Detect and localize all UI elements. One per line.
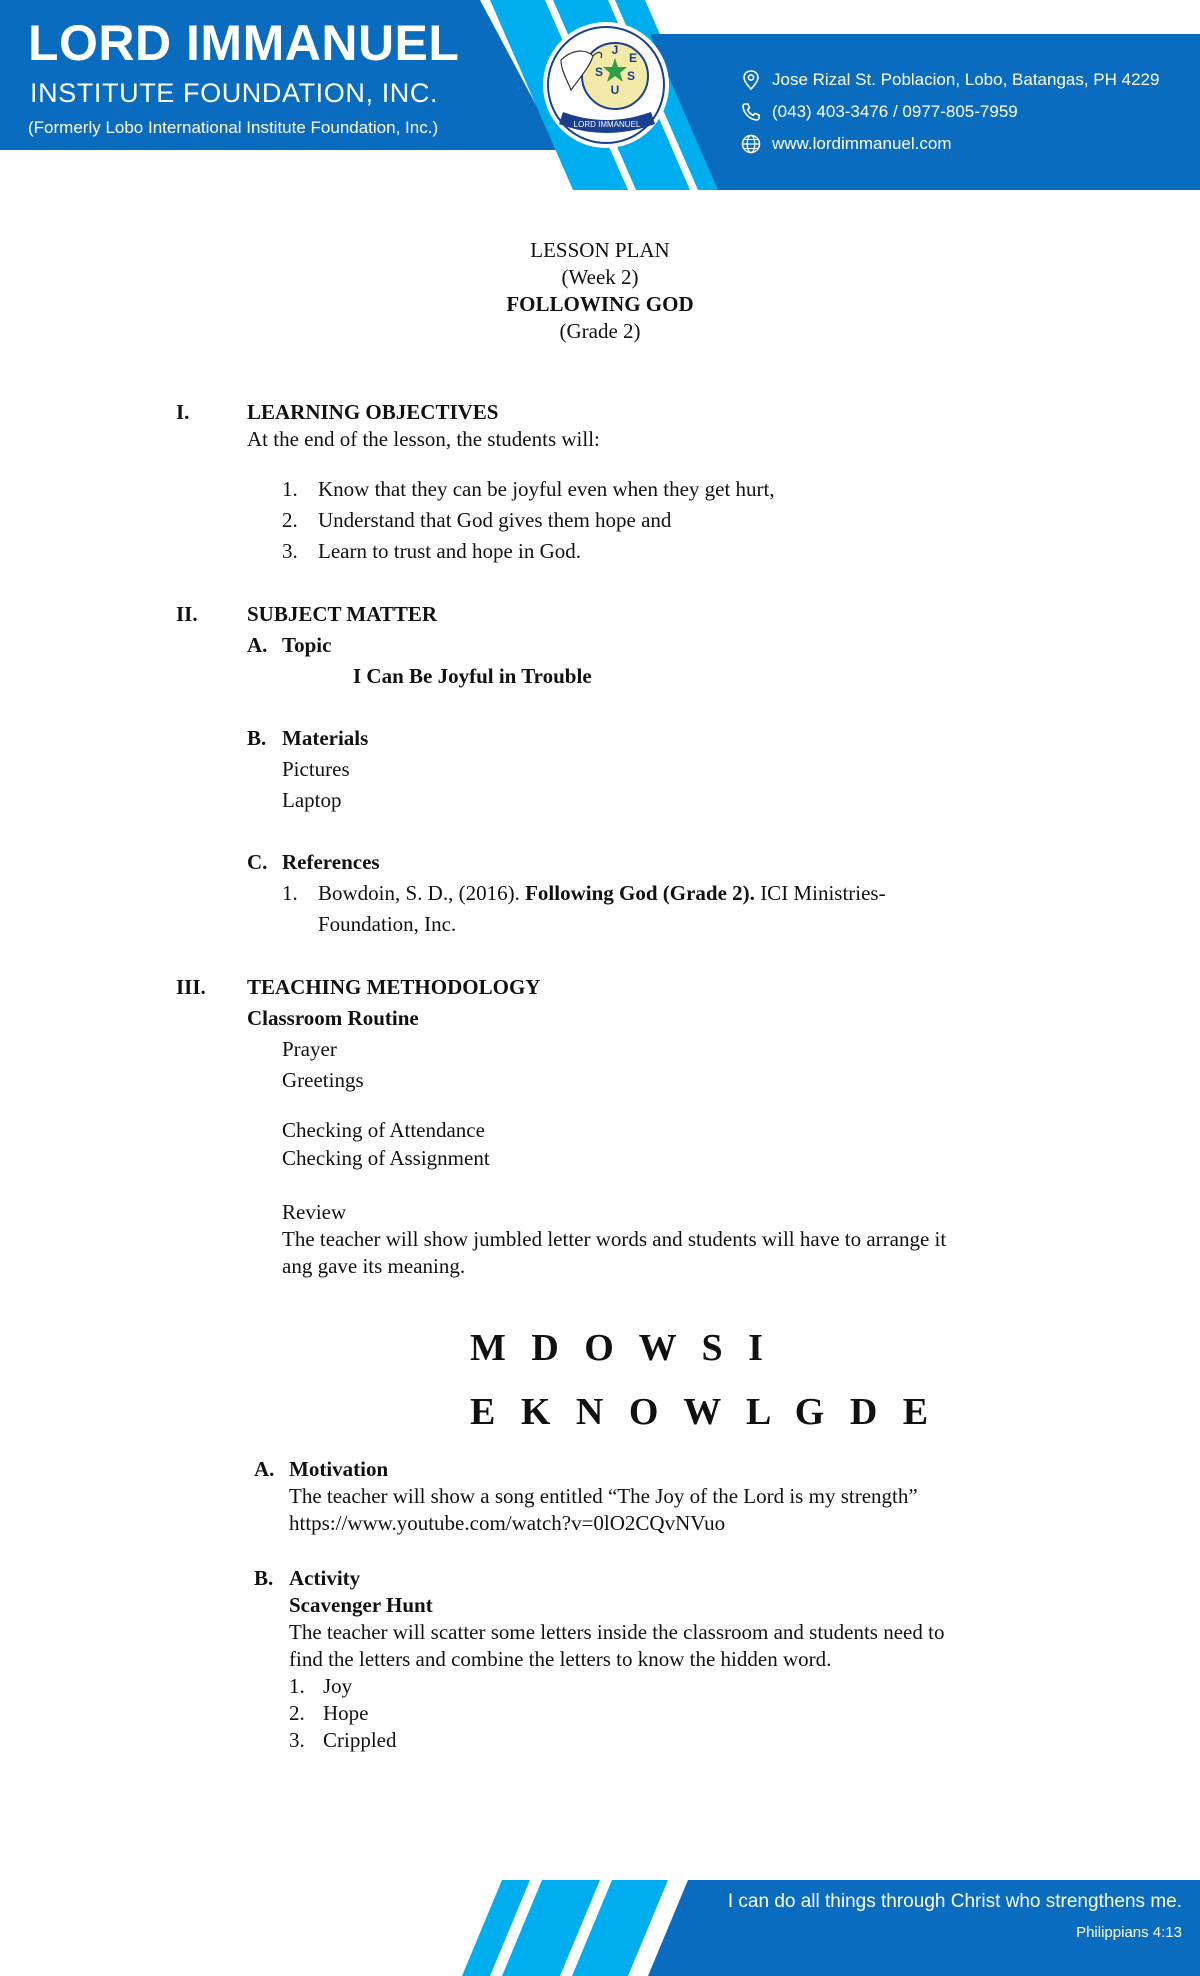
- materials-label: B.: [247, 726, 267, 750]
- logo-letter-u: U: [610, 83, 620, 97]
- org-subtitle: INSTITUTE FOUNDATION, INC.: [30, 78, 439, 108]
- material-item: Laptop: [282, 788, 342, 812]
- reference-publisher: ICI Ministries-: [754, 881, 886, 905]
- logo-letter-s1: S: [594, 65, 604, 79]
- materials-heading: Materials: [282, 726, 369, 750]
- section-2-heading: SUBJECT MATTER: [247, 602, 438, 626]
- phone-text: (043) 403-3476 / 0977-805-7959: [772, 102, 1018, 121]
- review-text-line-2: ang gave its meaning.: [282, 1254, 466, 1278]
- routine-item: Prayer: [282, 1037, 337, 1061]
- objective-number: 1.: [282, 477, 298, 501]
- logo-letter-s2: S: [626, 69, 636, 83]
- objective-number: 2.: [282, 508, 298, 532]
- section-2-numeral: II.: [176, 602, 198, 626]
- jumbled-word: M D O W S I: [470, 1327, 771, 1369]
- routine-item: Checking of Attendance: [282, 1118, 485, 1142]
- routine-item: Greetings: [282, 1068, 364, 1092]
- reference-authors: Bowdoin, S. D., (2016).: [318, 881, 526, 905]
- address-text: Jose Rizal St. Poblacion, Lobo, Batangas, PH 4229: [772, 70, 1160, 89]
- hidden-word-number: 3.: [289, 1728, 305, 1752]
- hidden-word-number: 1.: [289, 1674, 305, 1698]
- hidden-word: Crippled: [323, 1728, 397, 1752]
- title-lesson-plan: LESSON PLAN: [530, 238, 670, 262]
- topic-heading: Topic: [282, 633, 332, 657]
- motivation-label: A.: [254, 1457, 275, 1481]
- activity-heading: Activity: [289, 1566, 361, 1590]
- logo-letter-e: E: [628, 51, 638, 65]
- hidden-word: Joy: [323, 1674, 353, 1698]
- section-1-intro: At the end of the lesson, the students will:: [247, 427, 600, 451]
- reference-line-2: Foundation, Inc.: [318, 912, 457, 936]
- jumbled-word: E K N O W L G D E: [470, 1391, 937, 1433]
- contact-website[interactable]: [740, 133, 952, 155]
- org-name: LORD IMMANUEL: [28, 15, 460, 71]
- objective-text: Know that they can be joyful even when they get hurt,: [318, 477, 775, 501]
- routine-item: Checking of Assignment: [282, 1146, 490, 1170]
- title-subject: FOLLOWING GOD: [506, 292, 694, 316]
- references-label: C.: [247, 850, 268, 874]
- references-heading: References: [282, 850, 380, 874]
- section-1-heading: LEARNING OBJECTIVES: [247, 400, 499, 424]
- section-3-numeral: III.: [176, 975, 206, 999]
- reference-book-title: Following God (Grade 2).: [525, 881, 755, 905]
- footer-verse: Philippians 4:13: [1076, 1924, 1182, 1941]
- globe-icon: [740, 133, 762, 155]
- review-heading: Review: [282, 1200, 347, 1224]
- reference-number: 1.: [282, 881, 298, 905]
- hidden-word-number: 2.: [289, 1701, 305, 1725]
- hidden-word: Hope: [323, 1701, 369, 1725]
- contact-phone: [740, 101, 1018, 123]
- routine-heading: Classroom Routine: [247, 1006, 419, 1030]
- activity-text-line-1: The teacher will scatter some letters inside the classroom and students need to: [289, 1620, 945, 1644]
- material-item: Pictures: [282, 757, 350, 781]
- topic-title: I Can Be Joyful in Trouble: [353, 664, 592, 688]
- reference-line-1: [318, 880, 886, 907]
- school-logo: [541, 20, 671, 150]
- section-1-numeral: I.: [176, 400, 190, 424]
- motivation-text: The teacher will show a song entitled “The Joy of the Lord is my strength”: [289, 1484, 918, 1508]
- footer-quote: I can do all things through Christ who strengthens me.: [727, 1891, 1182, 1912]
- objective-text: Understand that God gives them hope and: [318, 508, 672, 532]
- objective-text: Learn to trust and hope in God.: [318, 539, 582, 563]
- motivation-heading: Motivation: [289, 1457, 389, 1481]
- former-name: (Formerly Lobo International Institute Foundation, Inc.): [28, 118, 439, 137]
- review-text-line-1: The teacher will show jumbled letter words and students will have to arrange it: [282, 1227, 947, 1251]
- phone-icon: [740, 101, 762, 123]
- location-pin-icon: [740, 69, 762, 91]
- title-week: (Week 2): [561, 265, 639, 289]
- title-grade: (Grade 2): [559, 319, 641, 343]
- activity-name: Scavenger Hunt: [289, 1593, 433, 1617]
- topic-label: A.: [247, 633, 268, 657]
- logo-letter-j: J: [611, 43, 619, 57]
- activity-text-line-2: find the letters and combine the letters to know the hidden word.: [289, 1647, 832, 1671]
- objective-number: 3.: [282, 539, 298, 563]
- motivation-video-link[interactable]: https://www.youtube.com/watch?v=0lO2CQvNVuo: [289, 1511, 726, 1535]
- logo-banner-text: LORD IMMANUEL: [573, 120, 641, 129]
- contact-address: [740, 69, 1159, 91]
- activity-label: B.: [254, 1566, 274, 1590]
- website-link[interactable]: www.lordimmanuel.com: [772, 134, 952, 153]
- section-3-heading: TEACHING METHODOLOGY: [247, 975, 541, 999]
